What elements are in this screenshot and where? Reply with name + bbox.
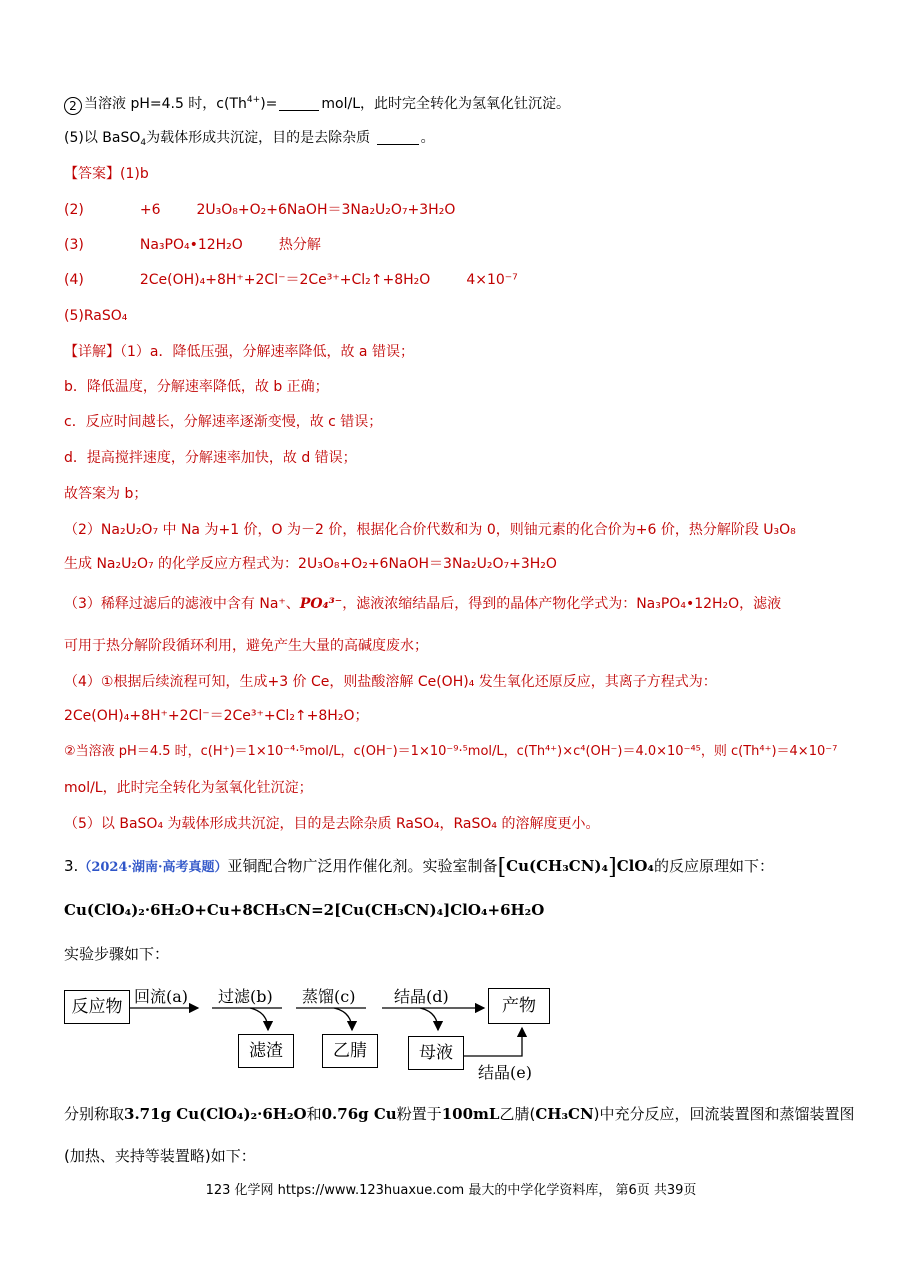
question-part-5-line: (5)以 BaSO$_4$为载体形成共沉淀，目的是去除杂质 。 [64,130,435,148]
answer-line-2: (2) +6 2U₃O₈+O₂+6NaOH＝3Na₂U₂O₇+3H₂O [64,202,456,218]
steps-label: 实验步骤如下： [64,945,170,963]
box-reactant: 反应物 [64,990,130,1024]
label-reflux: 回流(a) [134,987,189,1006]
question-source: （2024·湖南·高考真题） [78,860,228,875]
procedure-line-1: 分别称取3.71g Cu(ClO₄)₂·6H₂O和0.76g Cu粉置于100mL乙腈(CH₃CN)中充分反应，回流装置图和蒸馏装置图 [64,1105,855,1123]
phosphate-ion: PO₄³⁻ [299,596,343,612]
detail-line-7: 生成 Na₂U₂O₇ 的化学反应方程式为：2U₃O₈+O₂+6NaOH＝3Na₂U₂O₇+3H₂O [64,556,557,572]
reaction-equation: Cu(ClO₄)₂·6H₂O+Cu+8CH₃CN=2[Cu(CH₃CN)₄]ClO₄+6H₂O [64,901,545,919]
detail-line-13: mol/L，此时完全转化为氢氧化钍沉淀； [64,780,313,796]
detail-line-6: （2）Na₂U₂O₇ 中 Na 为+1 价，O 为－2 价，根据化合价代数和为 0，则铀元素的化合价为+6 价，热分解阶段 U₃O₈ [64,522,796,538]
detail-line-1: 【详解】（1）a．降低压强，分解速率降低，故 a 错误； [64,344,414,360]
box-product: 产物 [488,988,550,1024]
detail-line-8: （3）稀释过滤后的滤液中含有 Na⁺、PO₄³⁻，滤液浓缩结晶后，得到的晶体产物化学式为：Na₃PO₄•12H₂O，滤液 [64,596,782,612]
page-footer: 123 化学网 https://www.123huaxue.com 最大的中学化学资料库， 第6页 共39页 [205,1183,697,1198]
circled-number: 2 [64,97,82,115]
detail-line-2: b．降低温度，分解速率降低，故 b 正确； [64,379,329,395]
answer-line-3: (3) Na₃PO₄•12H₂O 热分解 [64,237,321,253]
question-part-2-line: 2 当溶液 pH=4.5 时，$c(Th^{4+})= mol/L$，此时完全转化为氢氧化钍沉淀。 [64,94,570,115]
detail-line-14: （5）以 BaSO₄ 为载体形成共沉淀，目的是去除杂质 RaSO₄，RaSO₄ 的溶解度更小。 [64,816,600,832]
detail-line-11: 2Ce(OH)₄+8H⁺+2Cl⁻＝2Ce³⁺+Cl₂↑+8H₂O； [64,708,369,724]
label-distill: 蒸馏(c) [302,987,356,1006]
arrow-to-acetonitrile [334,1008,352,1030]
answer-label: 【答案】 [64,166,120,182]
detail-line-10: （4）①根据后续流程可知，生成+3 价 Ce，则盐酸溶解 Ce(OH)₄ 发生氧化还原反应，其离子方程式为： [64,674,717,690]
question-3-line: 3.（2024·湖南·高考真题）亚铜配合物广泛用作催化剂。实验室制备[Cu(CH₃CN)₄]ClO₄的反应原理如下： [64,855,774,880]
procedure-line-2: (加热、夹持等装置略)如下： [64,1147,256,1165]
box-mother-liquor: 母液 [408,1036,464,1070]
box-acetonitrile: 乙腈 [322,1034,378,1068]
answer-line-5: (5)RaSO₄ [64,308,128,324]
arrow-crystallize-e [462,1028,522,1056]
label-crystallize-e: 结晶(e) [478,1063,532,1082]
detail-line-3: c．反应时间越长，分解速率逐渐变慢，故 c 错误； [64,414,383,430]
answer-line-1: 【答案】(1)b [64,166,149,182]
arrow-to-residue [250,1008,268,1030]
answer-line-4: (4) 2Ce(OH)₄+8H⁺+2Cl⁻＝2Ce³⁺+Cl₂↑+8H₂O 4×10⁻⁷ [64,272,518,288]
detail-line-5: 故答案为 b； [64,486,148,502]
detail-label: 【详解】 [64,344,120,360]
label-crystallize-d: 结晶(d) [394,987,449,1006]
box-residue: 滤渣 [238,1034,294,1068]
detail-line-12: ②当溶液 pH＝4.5 时，c(H⁺)＝1×10⁻⁴·⁵mol/L，c(OH⁻)＝1×10⁻⁹·⁵mol/L，c(Th⁴⁺)×c⁴(OH⁻)＝4.0×10⁻⁴⁵，则 c(Th⁴⁺)＝4×10⁻⁷ [64,744,838,759]
detail-line-9: 可用于热分解阶段循环利用，避免产生大量的高碱度废水； [64,638,428,654]
label-filter: 过滤(b) [218,987,273,1006]
detail-line-4: d．提高搅拌速度，分解速率加快，故 d 错误； [64,450,357,466]
arrow-to-mother-liquor [420,1008,438,1030]
